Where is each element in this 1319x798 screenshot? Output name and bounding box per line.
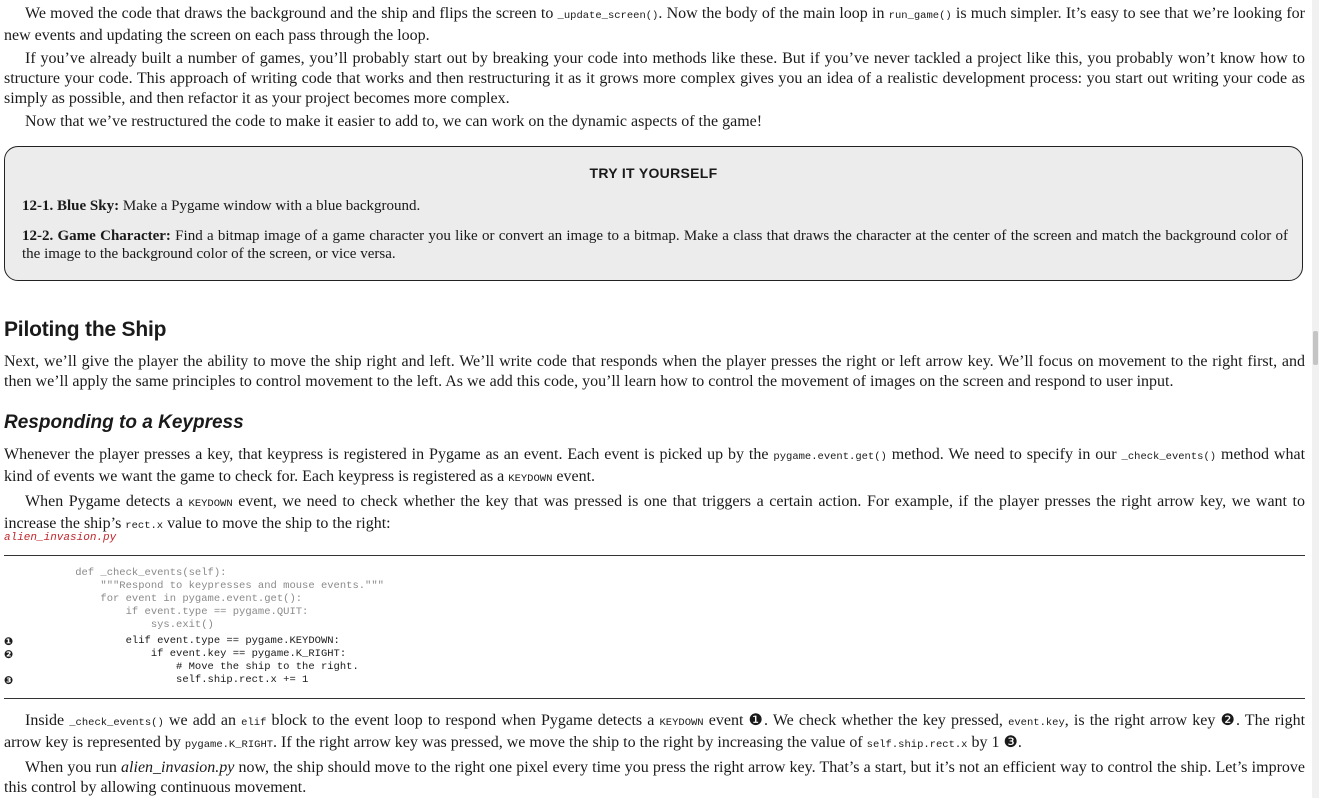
code-line <box>4 635 1305 648</box>
callout-marker: ❶ <box>4 635 14 648</box>
subsection-paragraph-2 <box>4 492 1305 536</box>
listing-filename: alien_invasion.py <box>4 532 117 544</box>
listing-top-rule <box>4 555 1305 556</box>
inline-code: self.ship.rect.x <box>866 739 968 751</box>
vertical-scrollbar[interactable] <box>1312 0 1319 798</box>
inline-code: event.key <box>1008 717 1065 729</box>
code-line <box>4 648 1305 661</box>
text: is much simpler. It’s easy to see that we’re looking for new events and updating the screen on each pass through the loop. <box>4 5 1306 44</box>
explanation-paragraph-1 <box>4 711 1305 755</box>
text: event. <box>552 468 596 485</box>
text: value to move the ship to the right: <box>163 515 391 532</box>
code-text: for event in pygame.event.get(): <box>50 593 303 605</box>
text: block to the event loop to respond when Pygame detects a <box>266 712 660 729</box>
code-text: if event.key == pygame.K_RIGHT: <box>50 648 347 660</box>
intro-paragraph-3: Now that we’ve restructured the code to make it easier to add to, we can work on the dynamic aspects of the game! <box>25 113 763 130</box>
code-text: sys.exit() <box>50 619 214 631</box>
code-line <box>4 593 1305 606</box>
code-line <box>4 580 1305 593</box>
listing-bottom-rule <box>4 698 1305 699</box>
code-text: elif event.type == pygame.KEYDOWN: <box>50 635 340 647</box>
section-text <box>4 352 1305 392</box>
code-line <box>4 661 1305 674</box>
text: Inside <box>25 712 70 729</box>
text: we add an <box>163 712 242 729</box>
explanation-text <box>4 711 1305 798</box>
text: , is the right arrow key ❷. The right arrow key is represented by <box>4 712 1306 751</box>
box-title: TRY IT YOURSELF <box>589 165 718 181</box>
italic-filename: alien_invasion.py <box>121 759 235 776</box>
code-text: if event.type == pygame.QUIT: <box>50 606 309 618</box>
inline-code: rect.x <box>125 520 164 532</box>
intro-paragraph-2: If you’ve already built a number of games, you’ll probably start out by breaking your code into methods like these. But if you’ve never tackled a project like this, you probably won’t know how to structure your code. This approach of writing code that works and then restructuring it as it grows more complex gives you an idea of a realistic development process: you start out writing your code as simply as possible, and then refactor it as your project becomes more complex. <box>4 50 1305 107</box>
text: method. We need to specify in our <box>886 446 1122 463</box>
text: . If the right arrow key was pressed, we move the ship to the right by increasing the value of <box>273 734 867 751</box>
inline-code: pygame.event.get() <box>773 451 887 463</box>
text: Whenever the player presses a key, that keypress is registered in Pygame as an event. Each event is picked up by the <box>4 446 774 463</box>
text: . Now the body of the main loop in <box>658 5 889 22</box>
scrollbar-thumb[interactable] <box>1313 331 1318 365</box>
code-text: self.ship.rect.x += 1 <box>50 674 309 686</box>
subsection-heading: Responding to a Keypress <box>4 412 244 433</box>
intro-paragraph-1 <box>4 4 1305 46</box>
inline-code: pygame.K_RIGHT <box>184 739 274 751</box>
section-paragraph-1: Next, we’ll give the player the ability to move the ship right and left. We’ll write code that responds when the player presses the right or left arrow key. We’ll focus on movement to the right first, and then we’ll apply the same principles to control movement to the left. As we add this code, you’ll learn how to control the movement of images on the screen and respond to user input. <box>4 353 1305 390</box>
intro-text <box>4 4 1305 132</box>
inline-code: _check_events() <box>69 717 164 729</box>
section-heading: Piloting the Ship <box>4 318 167 341</box>
text: event, we need to check whether the key that was pressed is one that triggers a certain action. For example, if the player presses the right arrow key, we want to increase the ship’s <box>4 493 1305 532</box>
inline-code: elif <box>241 717 267 729</box>
exercise-text: Make a Pygame window with a blue background. <box>119 198 421 214</box>
exercise-label: 12-1. Blue Sky: <box>22 198 120 214</box>
code-text: """Respond to keypresses and mouse events.""" <box>50 580 384 592</box>
exercise-12-2 <box>22 227 1288 263</box>
code-line <box>4 619 1305 632</box>
subsection-text <box>4 445 1305 536</box>
code-line <box>4 567 1305 580</box>
callout-marker: ❷ <box>4 648 14 661</box>
text: We moved the code that draws the background and the ship and flips the screen to <box>25 5 558 22</box>
code-text: def _check_events(self): <box>50 567 227 579</box>
code-line <box>4 674 1305 687</box>
text: by 1 ❸. <box>967 734 1022 751</box>
inline-code: KEYDOWN <box>188 498 233 510</box>
inline-code: run_game() <box>888 10 952 22</box>
exercise-label: 12-2. Game Character: <box>22 228 171 244</box>
inline-code: KEYDOWN <box>659 717 704 729</box>
callout-marker: ❸ <box>4 674 14 687</box>
try-it-yourself-box <box>4 146 1303 281</box>
code-text: # Move the ship to the right. <box>50 661 359 673</box>
text: now, the ship should move to the right one pixel every time you press the right arrow key. That’s a start, but it’s not an efficient way to control the ship. Let’s improve this control by allowing continuous movement. <box>4 759 1306 796</box>
inline-code: _check_events() <box>1121 451 1217 463</box>
text: event ❶. We check whether the key pressed, <box>703 712 1009 729</box>
exercise-12-1 <box>22 197 1288 215</box>
text: method what kind of events we want the game to check for. Each keypress is registered as a <box>4 446 1306 485</box>
text: When Pygame detects a <box>25 493 189 510</box>
text: When you run <box>25 759 122 776</box>
code-line <box>4 606 1305 619</box>
subsection-paragraph-1 <box>4 445 1305 489</box>
inline-code: KEYDOWN <box>508 473 553 485</box>
inline-code: _update_screen() <box>557 10 659 22</box>
explanation-paragraph-2 <box>4 758 1305 798</box>
exercise-text: Find a bitmap image of a game character you like or convert an image to a bitmap. Make a class that draws the character at the center of the screen and match the background color of the image to the background color of the screen, or vice versa. <box>22 228 1288 262</box>
